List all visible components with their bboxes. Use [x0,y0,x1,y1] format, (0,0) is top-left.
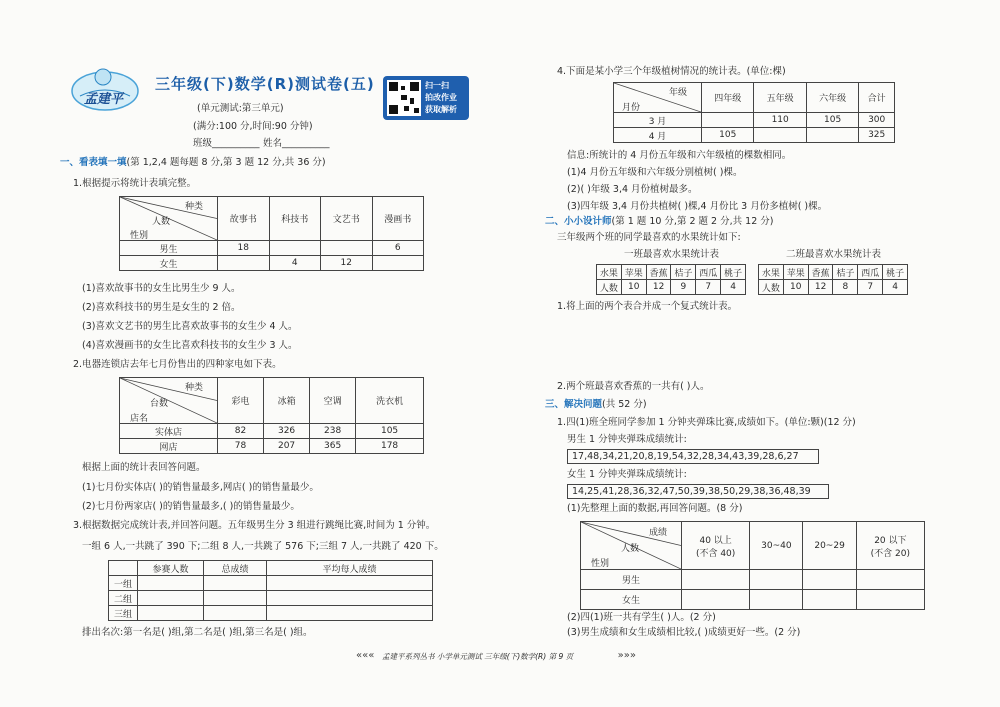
q2-item[interactable]: (2)七月份两家店( )的销售量最多,( )的销售量最少。 [82,501,300,512]
exam-meta: (满分:100 分,时间:90 分钟) [193,121,313,132]
q2-cell: 78 [218,439,264,454]
q1-prompt: 1.根据提示将统计表填完整。 [73,178,197,189]
q4-col-header: 合计 [859,83,895,113]
q3-input-cell[interactable] [267,591,433,606]
q2-prompt: 2.电器连锁店去年七月份售出的四种家电如下表。 [73,359,282,370]
q2-corner-top: 种类 [184,383,203,393]
boys-data-box: 17,48,34,21,20,8,19,54,32,28,34,43,39,28,6,27 [567,449,819,464]
sec2-q2[interactable]: 2.两个班最喜欢香蕉的一共有( )人。 [557,381,710,392]
q3-input-cell[interactable] [138,591,204,606]
sec3-q1: 1.四(1)班全班同学参加 1 分钟夹弹珠比赛,成绩如下。(单位:颗)(12 分) [557,417,856,428]
q2-col-header: 冰箱 [264,378,310,424]
q4-cell[interactable] [806,128,858,143]
score-input-cell[interactable] [803,570,856,590]
q2-corner-bottom: 店名 [130,414,149,424]
section1-heading [60,157,326,169]
q2-cell: 105 [356,424,424,439]
q3-prompt: 3.根据数据完成统计表,并回答问题。五年级男生分 3 组进行跳绳比赛,时间为 1 分钟。 [73,520,436,531]
fruit-header: 苹果 [621,265,646,280]
score-corner-mid: 人数 [621,544,640,554]
q2-col-header: 空调 [310,378,356,424]
score-col-header: 30~40 [750,522,803,570]
q4-corner-top: 年级 [668,88,687,98]
class-field[interactable]: 班级__________ [193,138,260,149]
q4-col-header: 四年级 [702,83,754,113]
q1-hint: (2)喜欢科技书的男生是女生的 2 倍。 [82,302,241,313]
q1-cell[interactable]: 18 [218,241,270,256]
q1-row-label: 女生 [120,256,218,271]
footer-left-arrows-icon: ««« [356,650,375,661]
q3-input-cell[interactable] [204,591,267,606]
q3-rank-line[interactable]: 排出名次:第一名是( )组,第二名是( )组,第三名是( )组。 [82,627,313,638]
q1-cell[interactable]: 12 [321,256,373,271]
q3-input-cell[interactable] [138,606,204,621]
fruit-count: 8 [833,280,858,295]
q1-cell[interactable] [218,256,270,271]
qr-code-icon [387,80,421,116]
fruit-header: 桃子 [721,265,746,280]
fruit-count: 7 [696,280,721,295]
q1-col-header: 科技书 [269,197,321,241]
fruit-header: 桔子 [833,265,858,280]
q4-cell[interactable]: 325 [859,128,895,143]
q2-cell: 238 [310,424,356,439]
q4-cell[interactable]: 300 [859,113,895,128]
q1-corner-bottom: 性别 [130,231,149,241]
q4-col-header: 五年级 [754,83,806,113]
score-input-cell[interactable] [750,590,803,610]
footer-text: 孟建平系列丛书 小学单元测试 三年级(下)数学(R) 第 9 页 [382,652,574,661]
q1-col-header: 漫画书 [372,197,424,241]
q3-data-line: 一组 6 人,一共跳了 390 下;二组 8 人,一共跳了 576 下;三组 7 人,一共跳了 420 下。 [82,541,444,552]
score-col-header: 20~29 [803,522,856,570]
q1-cell[interactable] [269,241,321,256]
q3-input-cell[interactable] [204,606,267,621]
q2-cell: 365 [310,439,356,454]
q4-cell[interactable]: 105 [806,113,858,128]
fruit-header: 桔子 [671,265,696,280]
q1-corner-cell [120,197,218,241]
class2-fruit-table [758,264,908,295]
q3-header-blank [109,561,138,576]
section2-note: (第 1 题 10 分,第 2 题 2 分,共 12 分) [611,216,774,227]
fruit-count: 9 [671,280,696,295]
q4-corner-bottom: 月份 [622,103,641,113]
sec3-sub3[interactable]: (3)男生成绩和女生成绩相比较,( )成绩更好一些。(2 分) [567,627,801,638]
score-table [580,521,925,610]
fruit-header: 香蕉 [808,265,833,280]
girls-label: 女生 1 分钟夹弹珠成绩统计: [567,469,687,480]
q3-row-label: 三组 [109,606,138,621]
class1-fruit-table [596,264,746,295]
fruit-header: 桃子 [883,265,908,280]
footer-right-arrows-icon: »»» [617,650,636,661]
fruit-header: 西瓜 [858,265,883,280]
score-col-header: 20 以下 (不含 20) [856,522,924,570]
fruit-header: 水果 [597,265,622,280]
q2-item[interactable]: (1)七月份实体店( )的销售量最多,网店( )的销售量最少。 [82,482,319,493]
q2-corner-mid: 台数 [150,399,169,409]
q3-row-label: 一组 [109,576,138,591]
page-subtitle: (单元测试:第三单元) [197,103,284,114]
sec3-sub2[interactable]: (2)四(1)班一共有学生( )人。(2 分) [567,612,716,623]
q2-table [119,377,424,454]
q2-cell: 326 [264,424,310,439]
q3-col-header: 平均每人成绩 [267,561,433,576]
q2-col-header: 洗衣机 [356,378,424,424]
q2-intro: 根据上面的统计表回答问题。 [82,462,206,473]
q2-row-label: 实体店 [120,424,218,439]
fruit-count: 10 [783,280,808,295]
fruit-header: 西瓜 [696,265,721,280]
q2-cell: 207 [264,439,310,454]
score-input-cell[interactable] [750,570,803,590]
qr-caption-3: 获取解析 [425,105,457,114]
q1-col-header: 文艺书 [321,197,373,241]
q1-cell[interactable] [321,241,373,256]
score-corner-cell [581,522,682,570]
q4-info: 信息:所统计的 4 月份五年级和六年级植的棵数相同。 [567,150,792,161]
fruit-count: 10 [621,280,646,295]
q4-item[interactable]: (3)四年级 3,4 月份共植树( )棵,4 月份比 3 月份多植树( )棵。 [567,201,828,212]
score-row-label: 男生 [581,570,682,590]
class1-table-title: 一班最喜欢水果统计表 [624,249,720,260]
section2-title: 二、小小设计师 [545,216,612,227]
q2-row-label: 网店 [120,439,218,454]
fruit-count: 4 [721,280,746,295]
q3-col-header: 总成绩 [204,561,267,576]
score-corner-bottom: 性别 [591,559,610,569]
section1-note: (第 1,2,4 题每题 8 分,第 3 题 12 分,共 36 分) [126,157,326,168]
score-corner-top: 成绩 [648,528,667,538]
q4-item[interactable]: (1)4 月份五年级和六年级分别植树( )棵。 [567,167,743,178]
page-title: 三年级(下)数学(R)测试卷(五) [155,75,375,93]
class2-table-title: 二班最喜欢水果统计表 [786,249,882,260]
q4-cell[interactable]: 105 [702,128,754,143]
sec3-sub1: (1)先整理上面的数据,再回答问题。(8 分) [567,503,743,514]
boys-label: 男生 1 分钟夹弹珠成绩统计: [567,434,687,445]
q4-cell[interactable] [702,113,754,128]
q4-row-label: 4 月 [614,128,702,143]
qr-caption-1: 扫一扫 [425,81,449,90]
q1-hint: (4)喜欢漫画书的女生比喜欢科技书的女生少 3 人。 [82,340,298,351]
q4-prompt: 4.下面是某小学三个年级植树情况的统计表。(单位:棵) [557,66,786,77]
score-input-cell[interactable] [856,590,924,610]
section3-heading [545,399,647,411]
section3-note: (共 52 分) [602,399,647,410]
page-footer [356,649,636,665]
logo-text: 孟建平 [84,92,124,107]
score-input-cell[interactable] [682,590,750,610]
fruit-header: 水果 [759,265,784,280]
q4-col-header: 六年级 [806,83,858,113]
q1-hint: (3)喜欢文艺书的男生比喜欢故事书的女生少 4 人。 [82,321,298,332]
q2-cell: 82 [218,424,264,439]
q3-col-header: 参赛人数 [138,561,204,576]
q3-input-cell[interactable] [204,576,267,591]
q3-input-cell[interactable] [138,576,204,591]
score-input-cell[interactable] [856,570,924,590]
fruit-count: 人数 [597,280,622,295]
q2-col-header: 彩电 [218,378,264,424]
q1-col-header: 故事书 [218,197,270,241]
name-field[interactable]: 姓名__________ [263,138,330,149]
q3-row-label: 二组 [109,591,138,606]
fruit-count: 12 [646,280,671,295]
q4-cell[interactable]: 110 [754,113,806,128]
score-col-header: 40 以上 (不含 40) [682,522,750,570]
q1-cell[interactable]: 4 [269,256,321,271]
section1-title: 一、看表填一填 [60,157,127,168]
score-input-cell[interactable] [682,570,750,590]
q1-cell[interactable] [372,256,424,271]
q3-input-cell[interactable] [267,606,433,621]
score-row-label: 女生 [581,590,682,610]
fruit-header: 苹果 [783,265,808,280]
sec2-q1: 1.将上面的两个表合并成一个复式统计表。 [557,301,738,312]
q4-table [613,82,895,143]
fruit-count: 4 [883,280,908,295]
fruit-count: 人数 [759,280,784,295]
qr-badge[interactable] [383,76,469,120]
q1-table [119,196,424,271]
q4-item[interactable]: (2)( )年级 3,4 月份植树最多。 [567,184,698,195]
q3-table [108,560,433,621]
qr-caption-2: 拍改作业 [425,93,457,102]
fruit-count: 7 [858,280,883,295]
q1-hint: (1)喜欢故事书的女生比男生少 9 人。 [82,283,241,294]
q3-input-cell[interactable] [267,576,433,591]
q4-corner-cell [614,83,702,113]
q1-cell[interactable]: 6 [372,241,424,256]
q2-cell: 178 [356,439,424,454]
q1-corner-top: 种类 [184,202,203,212]
fruit-count: 12 [808,280,833,295]
girls-data-box: 14,25,41,28,36,32,47,50,39,38,50,29,38,36,48,39 [567,484,829,499]
section3-title: 三、解决问题 [545,399,603,410]
q2-corner-cell [120,378,218,424]
q4-row-label: 3 月 [614,113,702,128]
q1-row-label: 男生 [120,241,218,256]
sec2-intro: 三年级两个班的同学最喜欢的水果统计如下: [557,232,741,243]
publisher-logo [70,66,140,112]
q1-corner-mid: 人数 [152,217,171,227]
q4-cell[interactable] [754,128,806,143]
fruit-header: 香蕉 [646,265,671,280]
score-input-cell[interactable] [803,590,856,610]
section2-heading [545,216,773,228]
